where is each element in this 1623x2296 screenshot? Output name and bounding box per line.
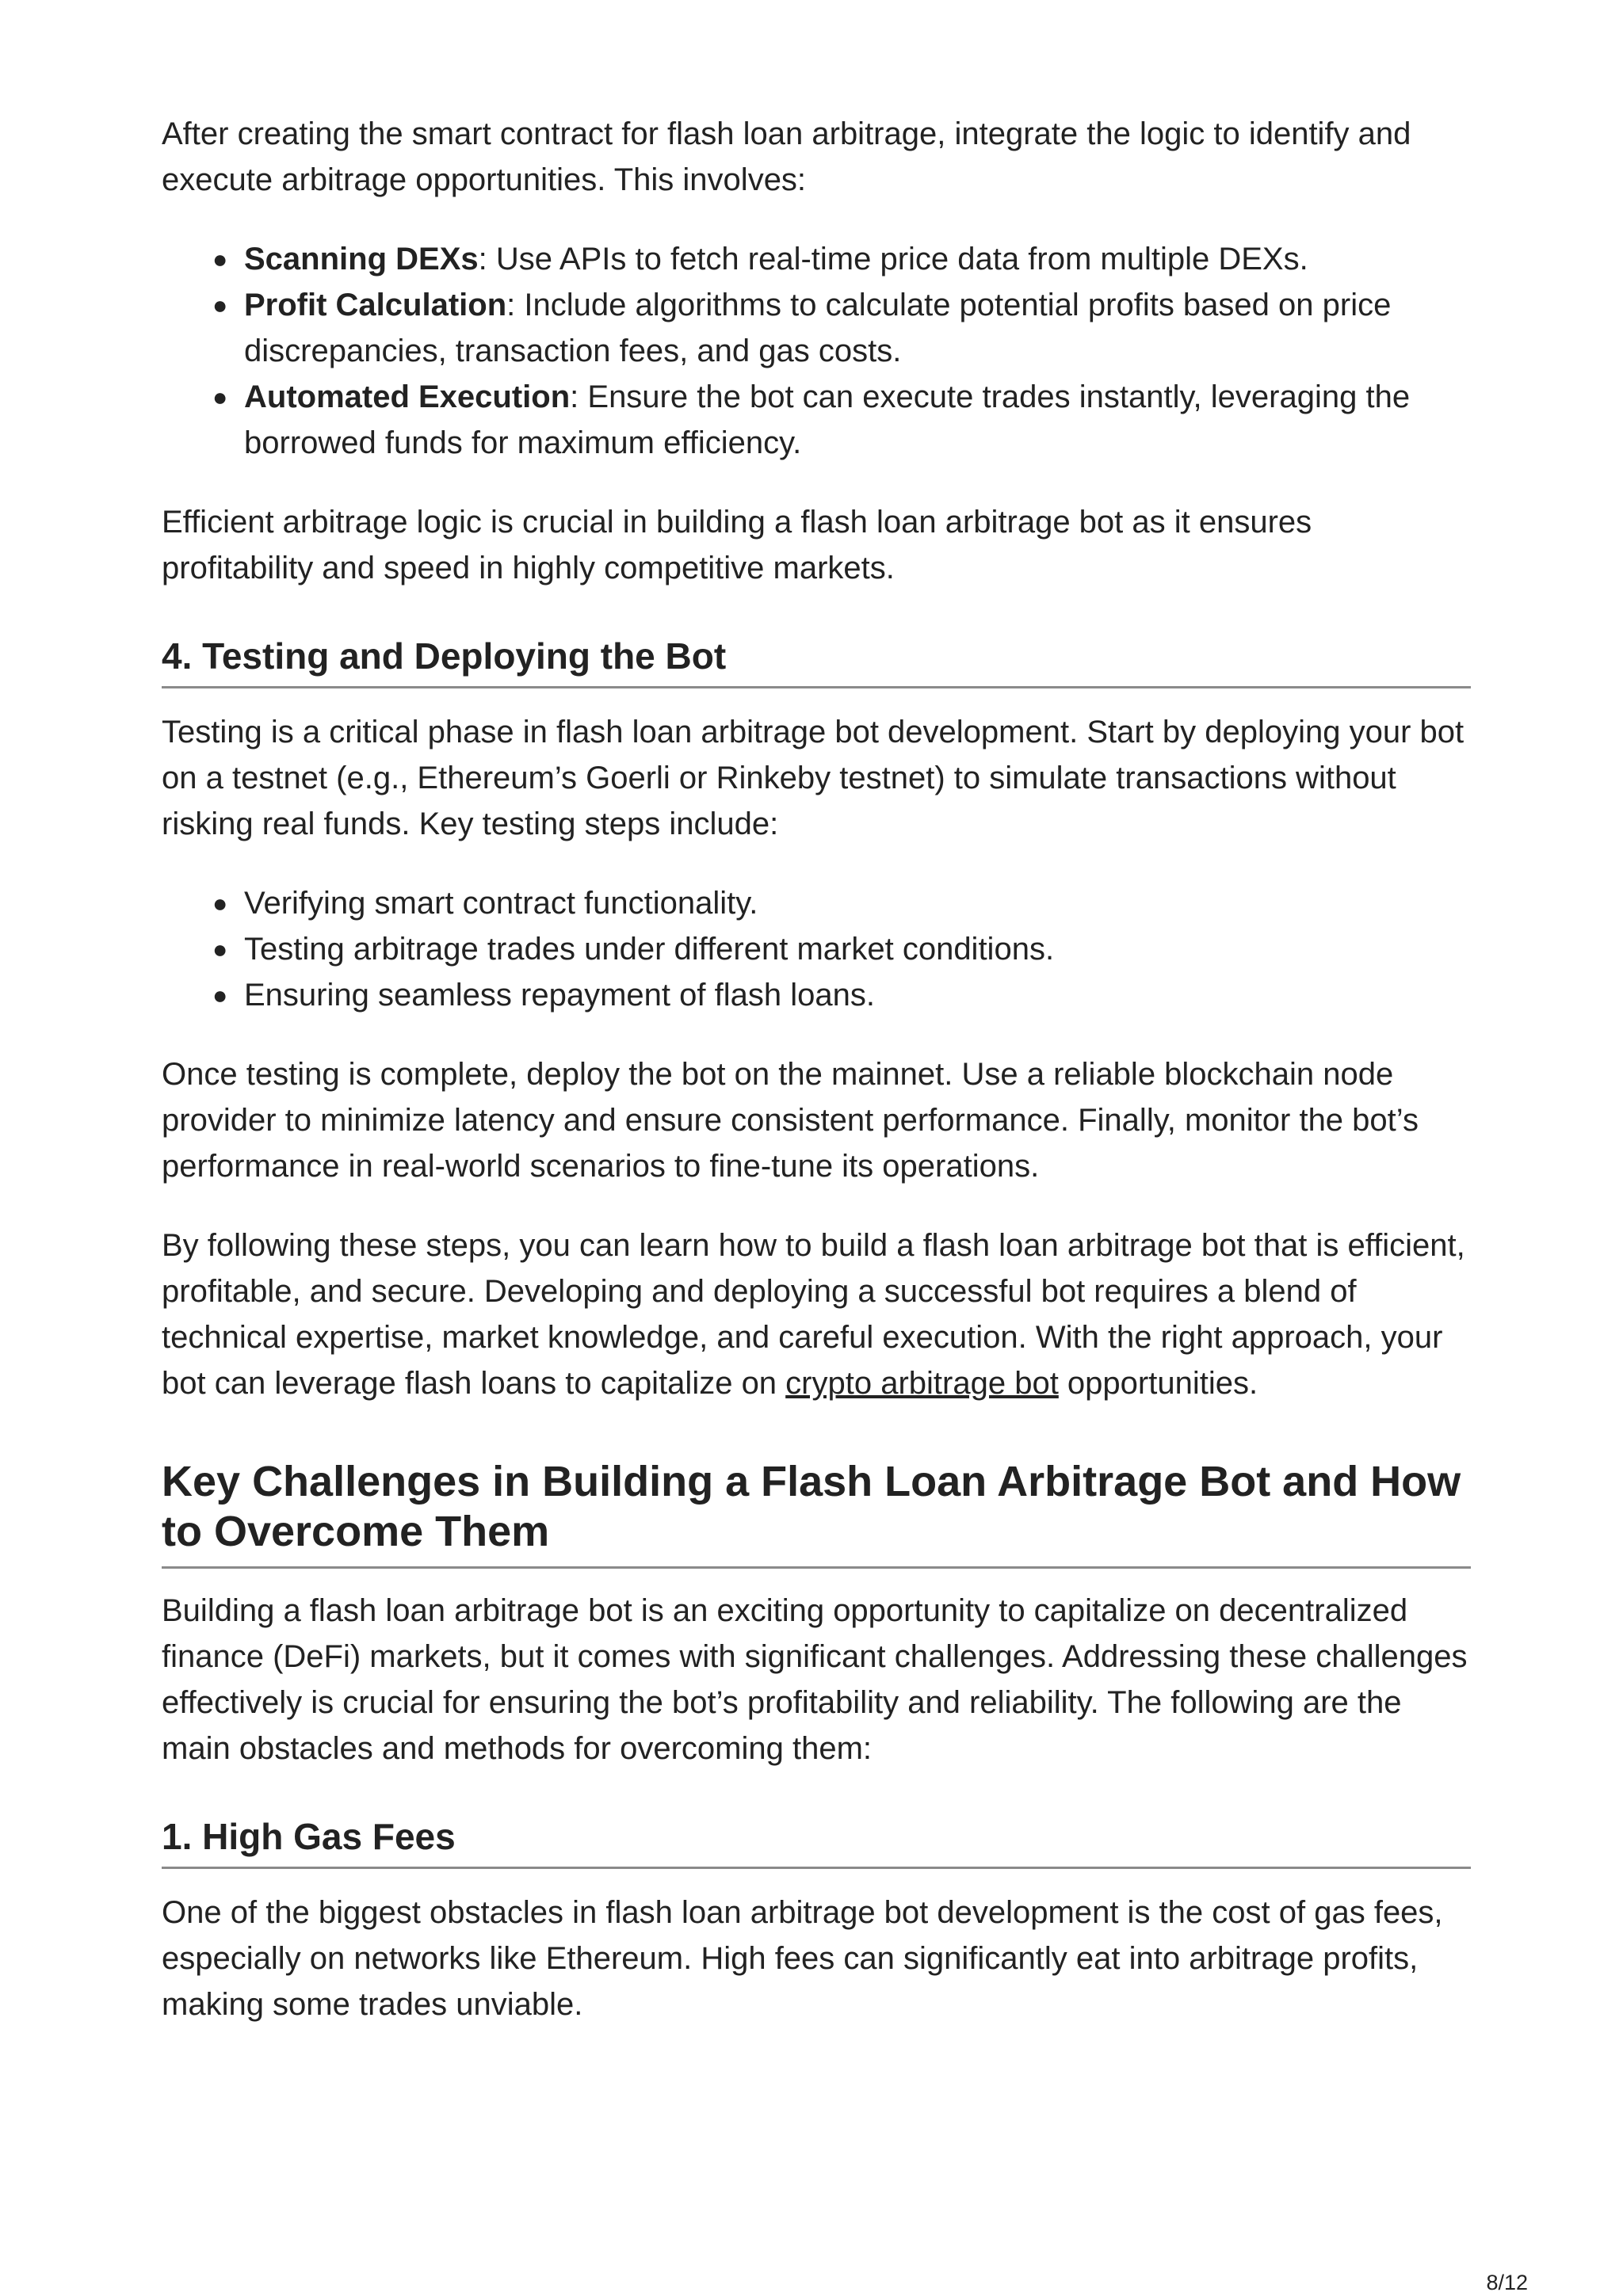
page-number: 8/12 — [1486, 2271, 1528, 2294]
bullet-icon: ● — [212, 291, 228, 319]
list-item-text: Ensuring seamless repayment of flash loans. — [244, 978, 875, 1013]
list-item-text: : Use APIs to fetch real-time price data from multiple DEXs. — [478, 242, 1308, 277]
gas-fees-paragraph: One of the biggest obstacles in flash loan arbitrage bot development is the cost of gas fees, especially on networks like Ethereum. High fees can significantly eat into arbitrage profits, making some trades unviable. — [162, 1895, 1443, 2022]
gas-fees-heading: 1. High Gas Fees — [162, 1814, 1471, 1869]
list-item-text: : Ensure the bot can execute trades instantly, leveraging the borrowed funds for maximum efficiency. — [244, 379, 1411, 460]
challenges-paragraph: Building a flash loan arbitrage bot is an exciting opportunity to capitalize on decentralized finance (DeFi) markets, but it comes with significant challenges. Addressing these challenges effectively is crucial for ensuring the bot’s profitability and reliability. The following are the main obstacles and methods for overcoming them: — [162, 1593, 1468, 1766]
list-item — [212, 972, 1471, 1018]
document-body — [162, 111, 1471, 2027]
list-item-term: Profit Calculation — [244, 288, 507, 322]
list-item — [212, 374, 1471, 466]
list-item — [212, 236, 1471, 282]
bullet-icon: ● — [212, 889, 228, 917]
list-item-text: : Include algorithms to calculate potential profits based on price discrepancies, transaction fees, and gas costs. — [244, 288, 1392, 368]
testing-steps-list — [162, 880, 1471, 1018]
deploy-paragraph: Once testing is complete, deploy the bot on the mainnet. Use a reliable blockchain node provider to minimize latency and ensure consistent performance. Finally, monitor the bot’s performance in real-world scenarios to fine-tune its operations. — [162, 1057, 1419, 1184]
list-item-term: Automated Execution — [244, 379, 571, 414]
bullet-icon: ● — [212, 245, 228, 273]
bullet-icon: ● — [212, 383, 228, 411]
arbitrage-steps-list — [162, 236, 1471, 466]
list-item — [212, 880, 1471, 926]
efficiency-paragraph: Efficient arbitrage logic is crucial in building a flash loan arbitrage bot as it ensures profitability and speed in highly competitive markets. — [162, 505, 1312, 585]
challenges-heading: Key Challenges in Building a Flash Loan Arbitrage Bot and How to Overcome Them — [162, 1457, 1471, 1569]
list-item-text: Testing arbitrage trades under different market conditions. — [244, 932, 1055, 967]
bullet-icon: ● — [212, 935, 228, 963]
list-item — [212, 282, 1471, 374]
bullet-icon: ● — [212, 981, 228, 1009]
list-item-term: Scanning DEXs — [244, 242, 479, 277]
crypto-arbitrage-bot-link[interactable]: crypto arbitrage bot — [785, 1366, 1059, 1401]
testing-heading: 4. Testing and Deploying the Bot — [162, 634, 1471, 688]
intro-paragraph: After creating the smart contract for flash loan arbitrage, integrate the logic to identify and execute arbitrage opportunities. This involves: — [162, 116, 1411, 197]
conclusion-paragraph — [162, 1222, 1471, 1406]
conclusion-text-end: opportunities. — [1058, 1366, 1258, 1401]
list-item-text: Verifying smart contract functionality. — [244, 886, 758, 921]
conclusion-text: By following these steps, you can learn how to build a flash loan arbitrage bot that is efficient, profitable, and secure. Developing and deploying a successful bot requires a blend of technical expertise, market knowledge, and careful execution. With the right approach, your bot can leverage flash loans to capitalize on — [162, 1228, 1465, 1401]
testing-paragraph: Testing is a critical phase in flash loan arbitrage bot development. Start by deploying your bot on a testnet (e.g., Ethereum’s Goerli or Rinkeby testnet) to simulate transactions without risking real funds. Key testing steps include: — [162, 715, 1465, 841]
list-item — [212, 926, 1471, 972]
